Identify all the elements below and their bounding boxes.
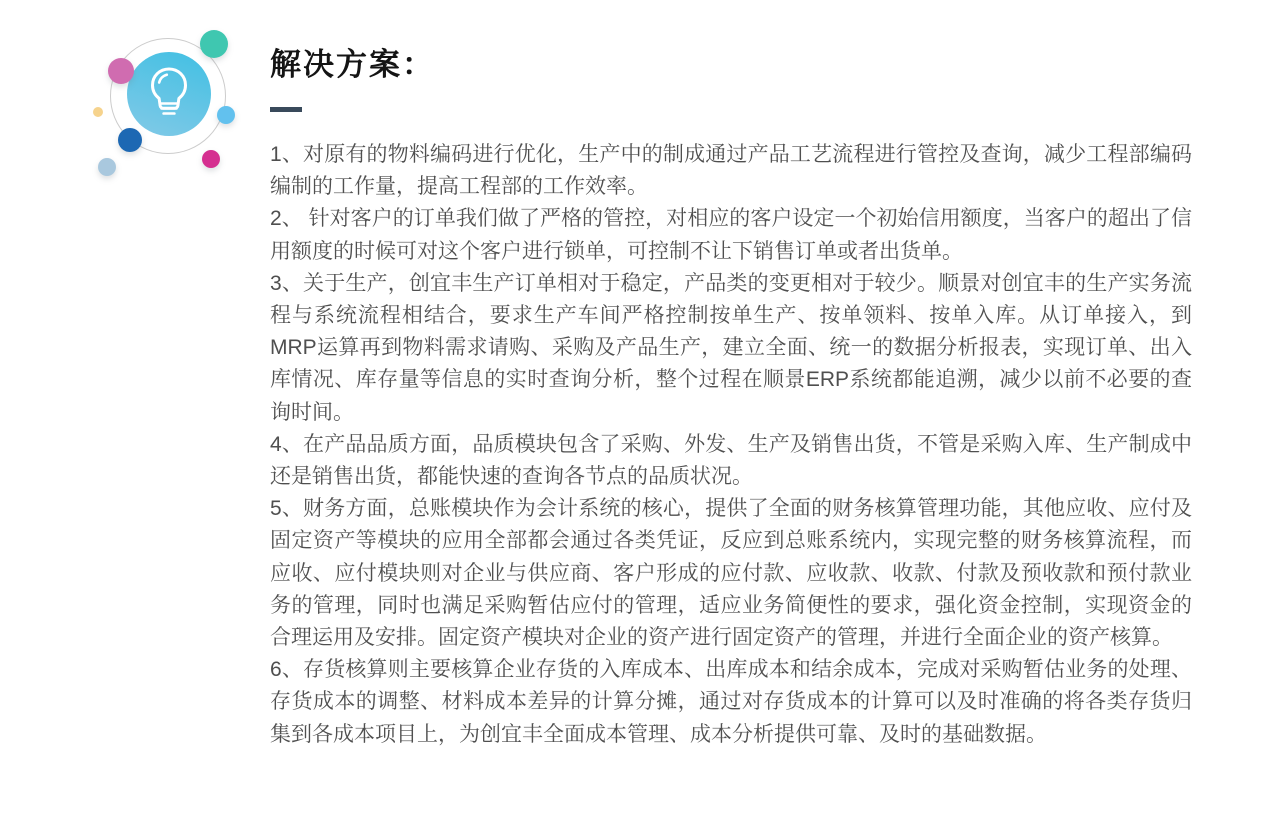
- lightbulb-decoration: [88, 22, 258, 192]
- title-underline: [270, 107, 302, 112]
- paragraph-6: 6、存货核算则主要核算企业存货的入库成本、出库成本和结余成本，完成对采购暂估业务的处理、存货成本的调整、材料成本差异的计算分摊，通过对存货成本的计算可以及时准确的将各类存货归集到各成本项目上，为创宜丰全面成本管理、成本分析提供可靠、及时的基础数据。: [270, 658, 1192, 746]
- paragraph-4: 4、在产品品质方面，品质模块包含了采购、外发、生产及销售出货，不管是采购入库、生产制成中还是销售出货，都能快速的查询各节点的品质状况。: [270, 432, 1192, 489]
- paragraph-3: 3、关于生产，创宜丰生产订单相对于稳定，产品类的变更相对于较少。顺景对创宜丰的生产实务流程与系统流程相结合，要求生产车间严格控制按单生产、按单领料、按单入库。从订单接入，到MRP运算再到物料需求请购、采购及产品生产，建立全面、统一的数据分析报表，实现订单、出入库情况、库存量等信息的实时查询分析，整个过程在顺景ERP系统都能追溯，减少以前不必要的查询时间。: [270, 271, 1192, 424]
- solution-text: [270, 139, 1192, 751]
- dot-navy: [118, 128, 142, 152]
- paragraph-2: 2、 针对客户的订单我们做了严格的管控，对相应的客户设定一个初始信用额度，当客户的超出了信用额度的时候可对这个客户进行锁单，可控制不让下销售订单或者出货单。: [270, 207, 1192, 263]
- paragraph-1: 1、对原有的物料编码进行优化，生产中的制成通过产品工艺流程进行管控及查询，减少工程部编码编制的工作量，提高工程部的工作效率。: [270, 143, 1192, 199]
- lightbulb-icon: [142, 63, 196, 125]
- dot-sky: [217, 106, 235, 124]
- page-title: 解决方案：: [270, 47, 435, 82]
- dot-bluegray: [98, 158, 116, 176]
- dot-pink: [108, 58, 134, 84]
- bulb-circle: [127, 52, 211, 136]
- dot-yellow: [93, 107, 103, 117]
- content-column: [270, 46, 1192, 751]
- dot-teal: [200, 30, 228, 58]
- dot-magenta: [202, 150, 220, 168]
- paragraph-5: 5、财务方面，总账模块作为会计系统的核心，提供了全面的财务核算管理功能，其他应收、应付及固定资产等模块的应用全部都会通过各类凭证，反应到总账系统内，实现完整的财务核算流程，而应收、应付模块则对企业与供应商、客户形成的应付款、应收款、收款、付款及预收款和预付款业务的管理，同时也满足采购暂估应付的管理，适应业务简便性的要求，强化资金控制，实现资金的合理运用及安排。固定资产模块对企业的资产进行固定资产的管理，并进行全面企业的资产核算。: [270, 497, 1192, 650]
